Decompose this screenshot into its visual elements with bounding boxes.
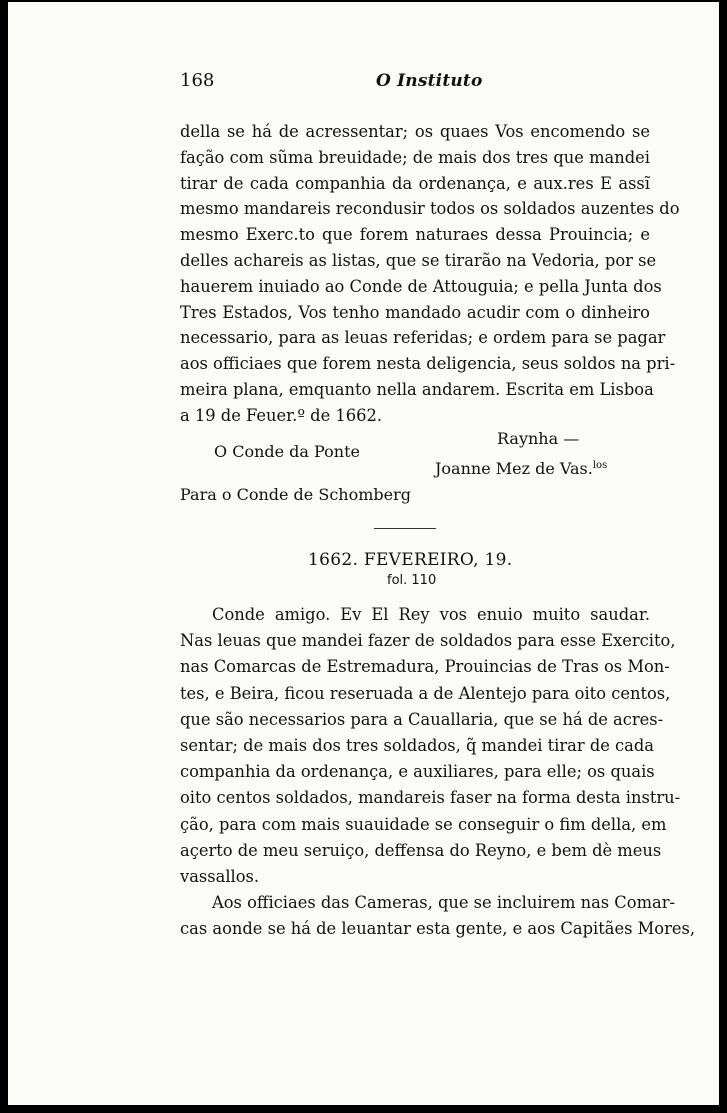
section-divider bbox=[374, 528, 436, 529]
text-line: delles achareis as listas, que se tirarão na Vedoria, por se bbox=[180, 250, 657, 270]
text-line: sentar; de mais dos tres soldados, q̃ mandei tirar de cada bbox=[180, 736, 655, 756]
text-line: fação com sũma breuidade; de mais dos tres que mandei bbox=[180, 147, 650, 167]
signature-joanne-abbrev: los bbox=[592, 460, 608, 471]
letter-2-date-heading: 1662. FEVEREIRO, 19. bbox=[308, 550, 513, 570]
text-line: meira plana, emquanto nella andarem. Escrita em Lisboa bbox=[180, 379, 654, 399]
text-line: Nas leuas que mandei fazer de soldados para esse Exercito, bbox=[180, 631, 676, 651]
text-line: Conde amigo. Ev El Rey vos enuio muito saudar. bbox=[212, 605, 650, 624]
text-line: cas aonde se há de leuantar esta gente, e aos Capitães Mores, bbox=[180, 919, 696, 939]
text-line: vassallos. bbox=[180, 867, 260, 887]
text-line: companhia da ordenança, e auxiliares, para elle; os quais bbox=[180, 762, 655, 782]
text-line: necessario, para as leuas referidas; e ordem para se pagar bbox=[180, 328, 666, 348]
letter-1-body bbox=[180, 119, 680, 429]
text-line: mesmo mandareis recondusir todos os soldados auzentes do bbox=[180, 199, 680, 219]
text-line: a 19 de Feuer.º de 1662. bbox=[180, 405, 383, 425]
text-line: tirar de cada companhia da ordenança, e aux.res E assĩ bbox=[180, 173, 650, 193]
recipient-line: Para o Conde de Schomberg bbox=[180, 485, 411, 504]
text-line: hauerem inuiado ao Conde de Attouguia; e pella Junta dos bbox=[180, 276, 662, 296]
letter-2-body bbox=[180, 602, 696, 943]
text-line: della se há de acressentar; os quaes Vos encomendo se bbox=[180, 122, 650, 141]
text-line: tes, e Beira, ficou reseruada a de Alentejo para oito centos, bbox=[180, 683, 671, 703]
text-line: Tres Estados, Vos tenho mandado acudir com o dinheiro bbox=[180, 302, 650, 322]
text-line: nas Comarcas de Estremadura, Prouincias de Tras os Mon- bbox=[180, 657, 670, 677]
signature-joanne-name: Joanne Mez de Vas. bbox=[435, 459, 593, 478]
folio-reference: fol. 110 bbox=[387, 573, 437, 588]
text-line: aos officiaes que forem nesta deligencia, seus soldos na pri- bbox=[180, 354, 676, 374]
text-line: oito centos soldados, mandareis faser na forma desta instru- bbox=[180, 788, 681, 808]
signature-conde-da-ponte: O Conde da Ponte bbox=[214, 442, 360, 461]
text-line: que são necessarios para a Cauallaria, que se há de acres- bbox=[180, 709, 664, 729]
text-line: Aos officiaes das Cameras, que se incluirem nas Comar- bbox=[212, 893, 675, 913]
page-number: 168 bbox=[180, 70, 215, 91]
page-header bbox=[180, 70, 650, 96]
signature-raynha: Raynha — bbox=[497, 429, 580, 448]
signature-joanne bbox=[435, 459, 607, 478]
text-line: ção, para com mais suauidade se conseguir o fim della, em bbox=[180, 814, 667, 834]
text-line: açerto de meu seruiço, deffensa do Reyno, e bem dè meus bbox=[180, 840, 662, 860]
running-title: O Instituto bbox=[376, 71, 483, 91]
text-line: mesmo Exerc.to que forem naturaes dessa Prouincia; e bbox=[180, 225, 650, 245]
